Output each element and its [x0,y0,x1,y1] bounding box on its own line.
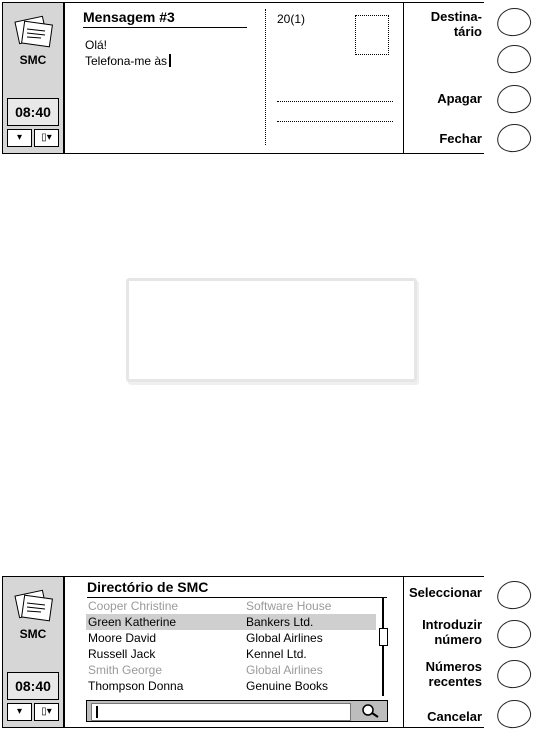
contact-name: Thompson Donna [88,679,184,693]
hardware-button-1[interactable] [495,6,533,38]
clock: 08:40 [7,672,59,700]
directory-title: Directório de SMC [87,579,209,595]
softkey-panel [403,3,484,153]
contact-row[interactable] [86,614,376,630]
search-bar [86,700,388,722]
hardware-button-3[interactable] [495,83,533,115]
contact-company: Global Airlines [246,631,323,645]
introduzir-numero-softkey[interactable]: Introduzir número [422,617,482,647]
divider-line [265,9,266,145]
stamp-box [355,15,389,55]
sidebar [3,577,65,727]
message-body[interactable] [85,37,171,69]
message-title: Mensagem #3 [83,9,175,25]
softkey-panel [403,577,484,727]
hardware-button-8[interactable] [495,698,533,730]
battery-icon: ▯▾ [34,703,59,721]
cancelar-softkey[interactable]: Cancelar [427,709,482,724]
hardware-button-7[interactable] [495,658,533,690]
address-line [277,101,393,102]
contact-name: Smith George [88,663,163,677]
message-line: Telefona-me às [85,54,168,68]
contact-row[interactable] [86,662,376,678]
hardware-button-6[interactable] [495,618,533,650]
scrollbar-thumb[interactable] [379,628,388,646]
title-underline [83,27,247,28]
numeros-recentes-softkey[interactable]: Números recentes [425,659,482,689]
hardware-button-4[interactable] [495,122,533,154]
apagar-softkey[interactable]: Apagar [437,91,482,106]
message-line: Olá! [85,38,108,52]
contact-name: Russell Jack [88,647,156,661]
compose-screen [2,2,484,154]
contact-name: Green Katherine [88,615,177,629]
battery-icon: ▯▾ [34,129,59,147]
contact-row[interactable] [86,598,376,614]
scrollbar[interactable] [382,598,384,696]
messages-icon [11,11,55,49]
text-cursor [96,706,98,718]
search-input[interactable] [91,703,351,721]
hardware-button-5[interactable] [495,579,533,611]
contact-row[interactable] [86,646,376,662]
signal-icon: ▾ [7,703,32,721]
hardware-button-2[interactable] [495,43,533,75]
contact-company: Global Airlines [246,663,323,677]
status-bar [7,703,59,721]
clock: 08:40 [7,98,59,126]
message-editor[interactable] [65,3,403,153]
contact-name: Cooper Christine [88,599,179,613]
contact-row[interactable] [86,630,376,646]
magnifier-icon[interactable] [357,702,383,720]
contact-company: Genuine Books [246,679,329,693]
signal-icon: ▾ [7,129,32,147]
address-line [277,121,393,122]
seleccionar-softkey[interactable]: Seleccionar [409,585,482,600]
fechar-softkey[interactable]: Fechar [439,131,482,146]
destinatario-softkey[interactable]: Destina- tário [430,9,482,39]
contact-company: Kennel Ltd. [246,647,307,661]
contact-row[interactable] [86,678,376,694]
messages-icon [11,585,55,623]
contact-name: Moore David [88,631,157,645]
text-cursor [169,54,171,67]
char-counter: 20(1) [277,12,306,26]
sidebar [3,3,65,153]
placeholder-frame [126,278,417,382]
app-name: SMC [19,627,47,641]
contact-company: Software House [246,599,332,613]
status-bar [7,129,59,147]
app-name: SMC [19,53,47,67]
contact-company: Bankers Ltd. [246,615,314,629]
